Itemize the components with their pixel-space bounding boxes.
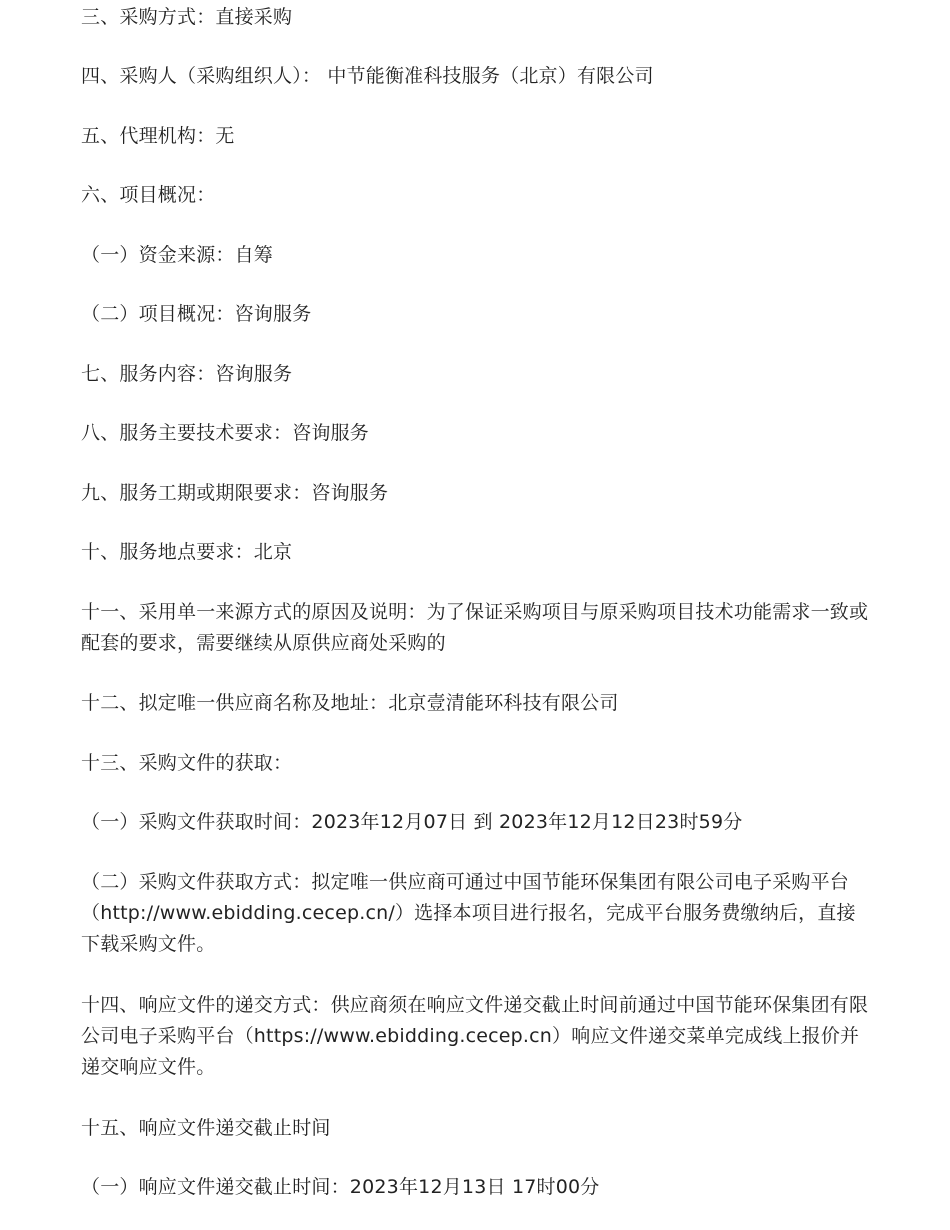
- section-13-document-acquisition: 十三、采购文件的获取：: [81, 752, 293, 774]
- section-8-technical-requirements: 八、服务主要技术要求：咨询服务: [81, 422, 370, 444]
- section-15-1-deadline-time: （一）响应文件递交截止时间：2023年12月13日 17时00分: [81, 1176, 600, 1198]
- section-6-2-project-summary: （二）项目概况：咨询服务: [81, 303, 312, 325]
- section-5-agency: 五、代理机构：无: [81, 125, 235, 147]
- section-9-service-period: 九、服务工期或期限要求：咨询服务: [81, 482, 389, 504]
- section-6-project-overview: 六、项目概况：: [81, 184, 216, 206]
- section-3-procurement-method: 三、采购方式：直接采购: [81, 6, 293, 28]
- section-4-purchaser: 四、采购人（采购组织人）： 中节能衡准科技服务（北京）有限公司: [81, 65, 654, 87]
- section-11-single-source-reason: 十一、采用单一来源方式的原因及说明：为了保证采购项目与原采购项目技术功能需求一致或配套的要求，需要继续从原供应商处采购的: [81, 601, 869, 654]
- section-7-service-content: 七、服务内容：咨询服务: [81, 363, 293, 385]
- section-15-submission-deadline: 十五、响应文件递交截止时间: [81, 1117, 331, 1139]
- section-10-service-location: 十、服务地点要求：北京: [81, 541, 293, 563]
- section-6-1-funding-source: （一）资金来源：自筹: [81, 244, 274, 266]
- section-13-2-acquisition-method: （二）采购文件获取方式：拟定唯一供应商可通过中国节能环保集团有限公司电子采购平台（http://www.ebidding.cecep.cn/）选择本项目进行报名，完成平台服务费缴纳后，直接下载采购文件。: [81, 871, 856, 955]
- section-12-proposed-supplier: 十二、拟定唯一供应商名称及地址：北京壹清能环科技有限公司: [81, 692, 619, 714]
- section-13-1-acquisition-time: （一）采购文件获取时间：2023年12月07日 到 2023年12月12日23时59分: [81, 811, 743, 833]
- section-14-submission-method: 十四、响应文件的递交方式：供应商须在响应文件递交截止时间前通过中国节能环保集团有限公司电子采购平台（https://www.ebidding.cecep.cn）响应文件递交菜单完成线上报价并递交响应文件。: [81, 994, 869, 1078]
